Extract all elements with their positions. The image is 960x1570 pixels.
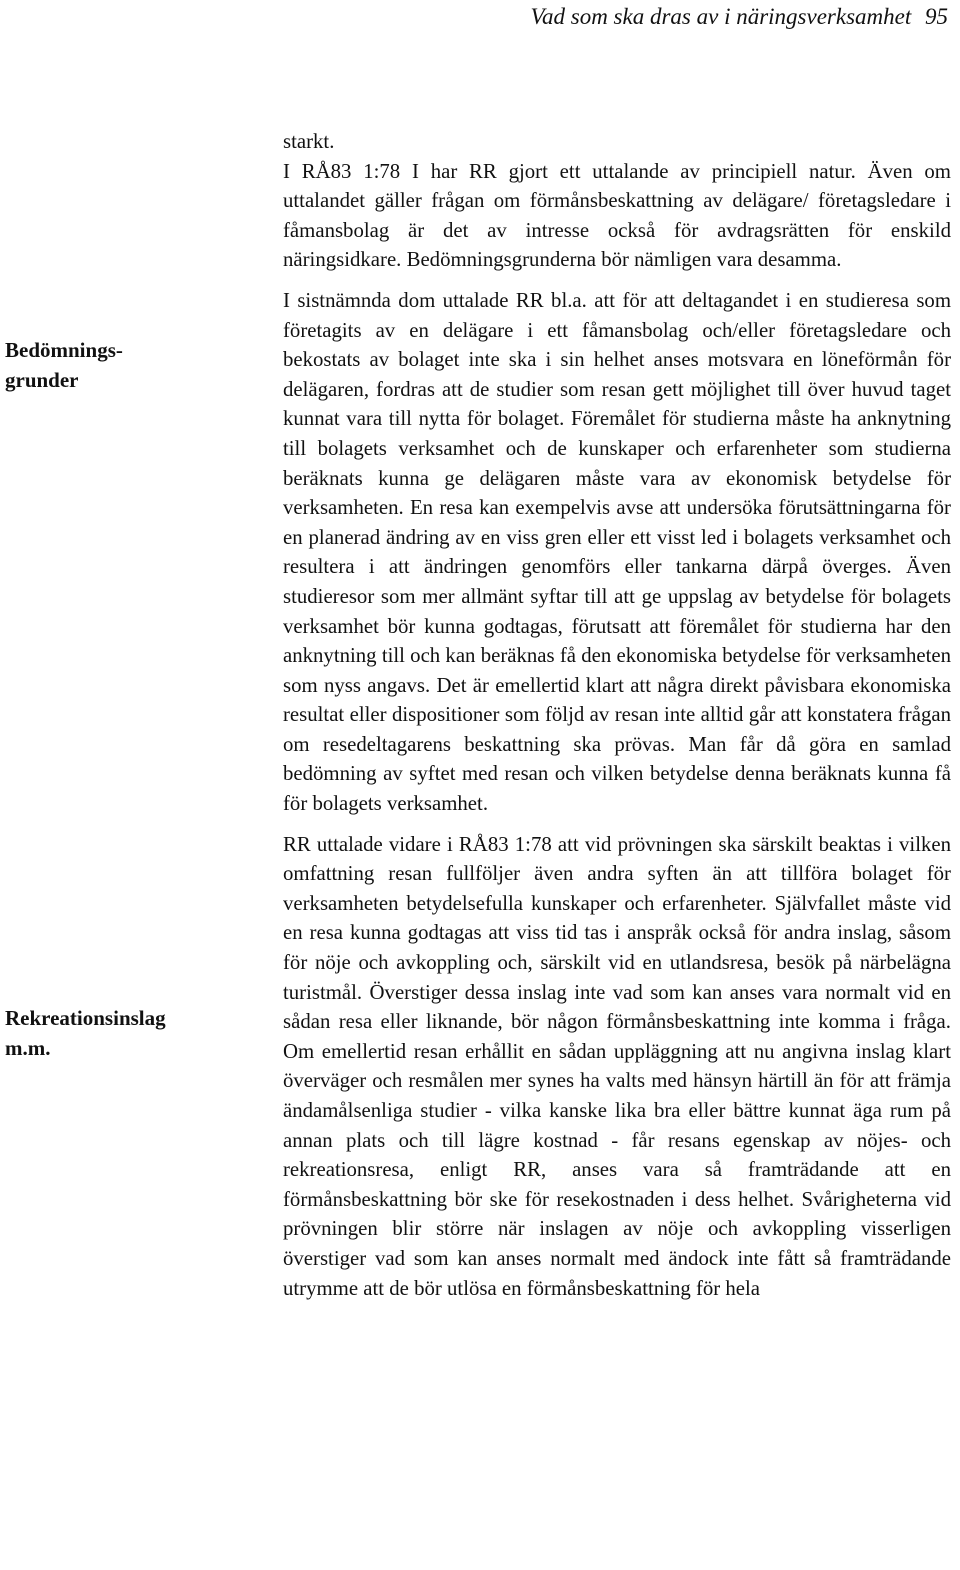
- paragraph: I sistnämnda dom uttalade RR bl.a. att för att deltagandet i en studieresa som företagits av en delägare i ett fåmansbolag och/eller företagsledare och bekostats av bolaget inte ska i sin helhet anses motsvara en löneförmån för delägaren, fordras att de studier som resan gett möjlighet till över huvud taget kunnat vara till nytta för bolaget. Föremålet för studierna måste ha anknytning till bolagets verksamhet och de kunskaper och erfarenheter som studierna beräknats kunna ge delägaren måste vara av ekonomisk betydelse för verksamheten. En resa kan exempelvis avse att undersöka förutsättningarna för en planerad ändring av en viss gren eller ett visst led i bolagets verksamhet och resultera i att ändringen genomförs eller tankarna därpå överges. Även studieresor som mer allmänt syftar till att ge uppslag av betydelse för bolagets verksamhet bör kunna godtagas, förutsatt att föremålet för studierna har den anknytning till och kan beräknas få den ekonomiska betydelse för verksamheten som nyss angavs. Det är emellertid klart att några direkt påvisbara ekonomiska resultat eller dispositioner som följd av resan inte alltid går att konstatera frågan om resedeltagarens beskattning ska prövas. Man får då göra en samlad bedömning av syftet med resan och vilken betydelse denna beräknats kunna få för bolagets verksamhet.: [283, 288, 951, 816]
- margin-note-text: Rekreationsinslag m.m.: [5, 1006, 166, 1060]
- paragraph: I RÅ83 1:78 I har RR gjort ett uttalande av principiell natur. Även om uttalandet gäller frågan om förmånsbeskattning av delägare/ företagsledare i fåmansbolag är det av intresse också för avdragsrätten för enskild näringsidkare. Bedömningsgrunderna bör nämligen vara desamma.: [283, 159, 951, 272]
- margin-note-text: Bedömnings- grunder: [5, 338, 123, 392]
- paragraph: starkt.: [283, 130, 335, 153]
- margin-note-rekreationsinslag: [5, 1004, 166, 1063]
- running-header: [531, 2, 949, 32]
- header-title: Vad som ska dras av i näringsverksamhet: [530, 4, 912, 29]
- page-number: 95: [925, 4, 948, 29]
- body-text: [283, 127, 951, 1303]
- margin-note-bedomningsgrunder: [5, 336, 123, 395]
- paragraph: RR uttalade vidare i RÅ83 1:78 att vid prövningen ska särskilt beaktas i vilken omfattning resan fullföljer även andra syften än att tillföra bolaget för verksamheten betydelsefulla kunskaper och erfarenheter. Självfallet måste vid en resa kunna godtagas att viss tid tas i anspråk också för andra inslag, såsom för nöje och avkoppling och, särskilt vid en utlandsresa, besök på närbelägna turistmål. Överstiger dessa inslag inte vad som kan anses vara normalt vid en sådan resa eller liknande, bör någon förmånsbeskattning inte komma i fråga. Om emellertid resan erhållit en sådan uppläggning att nu angivna inslag klart överväger och resmålen mer synes ha valts med hänsyn härtill än för att främja ändamålsenliga studier - vilka kanske lika bra eller bättre kunnat äga rum på annan plats och till lägre kostnad - får resans egenskap av nöjes- och rekreationsresa, enligt RR, anses vara så framträdande att en förmånsbeskattning bör ske för resekostnaden i dess helhet. Svårigheterna vid prövningen blir större när inslagen av nöje och avkoppling visserligen överstiger vad som kan anses normalt med ändock inte fått så framträdande utrymme att de bör utlösa en förmånsbeskattning för hela: [283, 832, 951, 1300]
